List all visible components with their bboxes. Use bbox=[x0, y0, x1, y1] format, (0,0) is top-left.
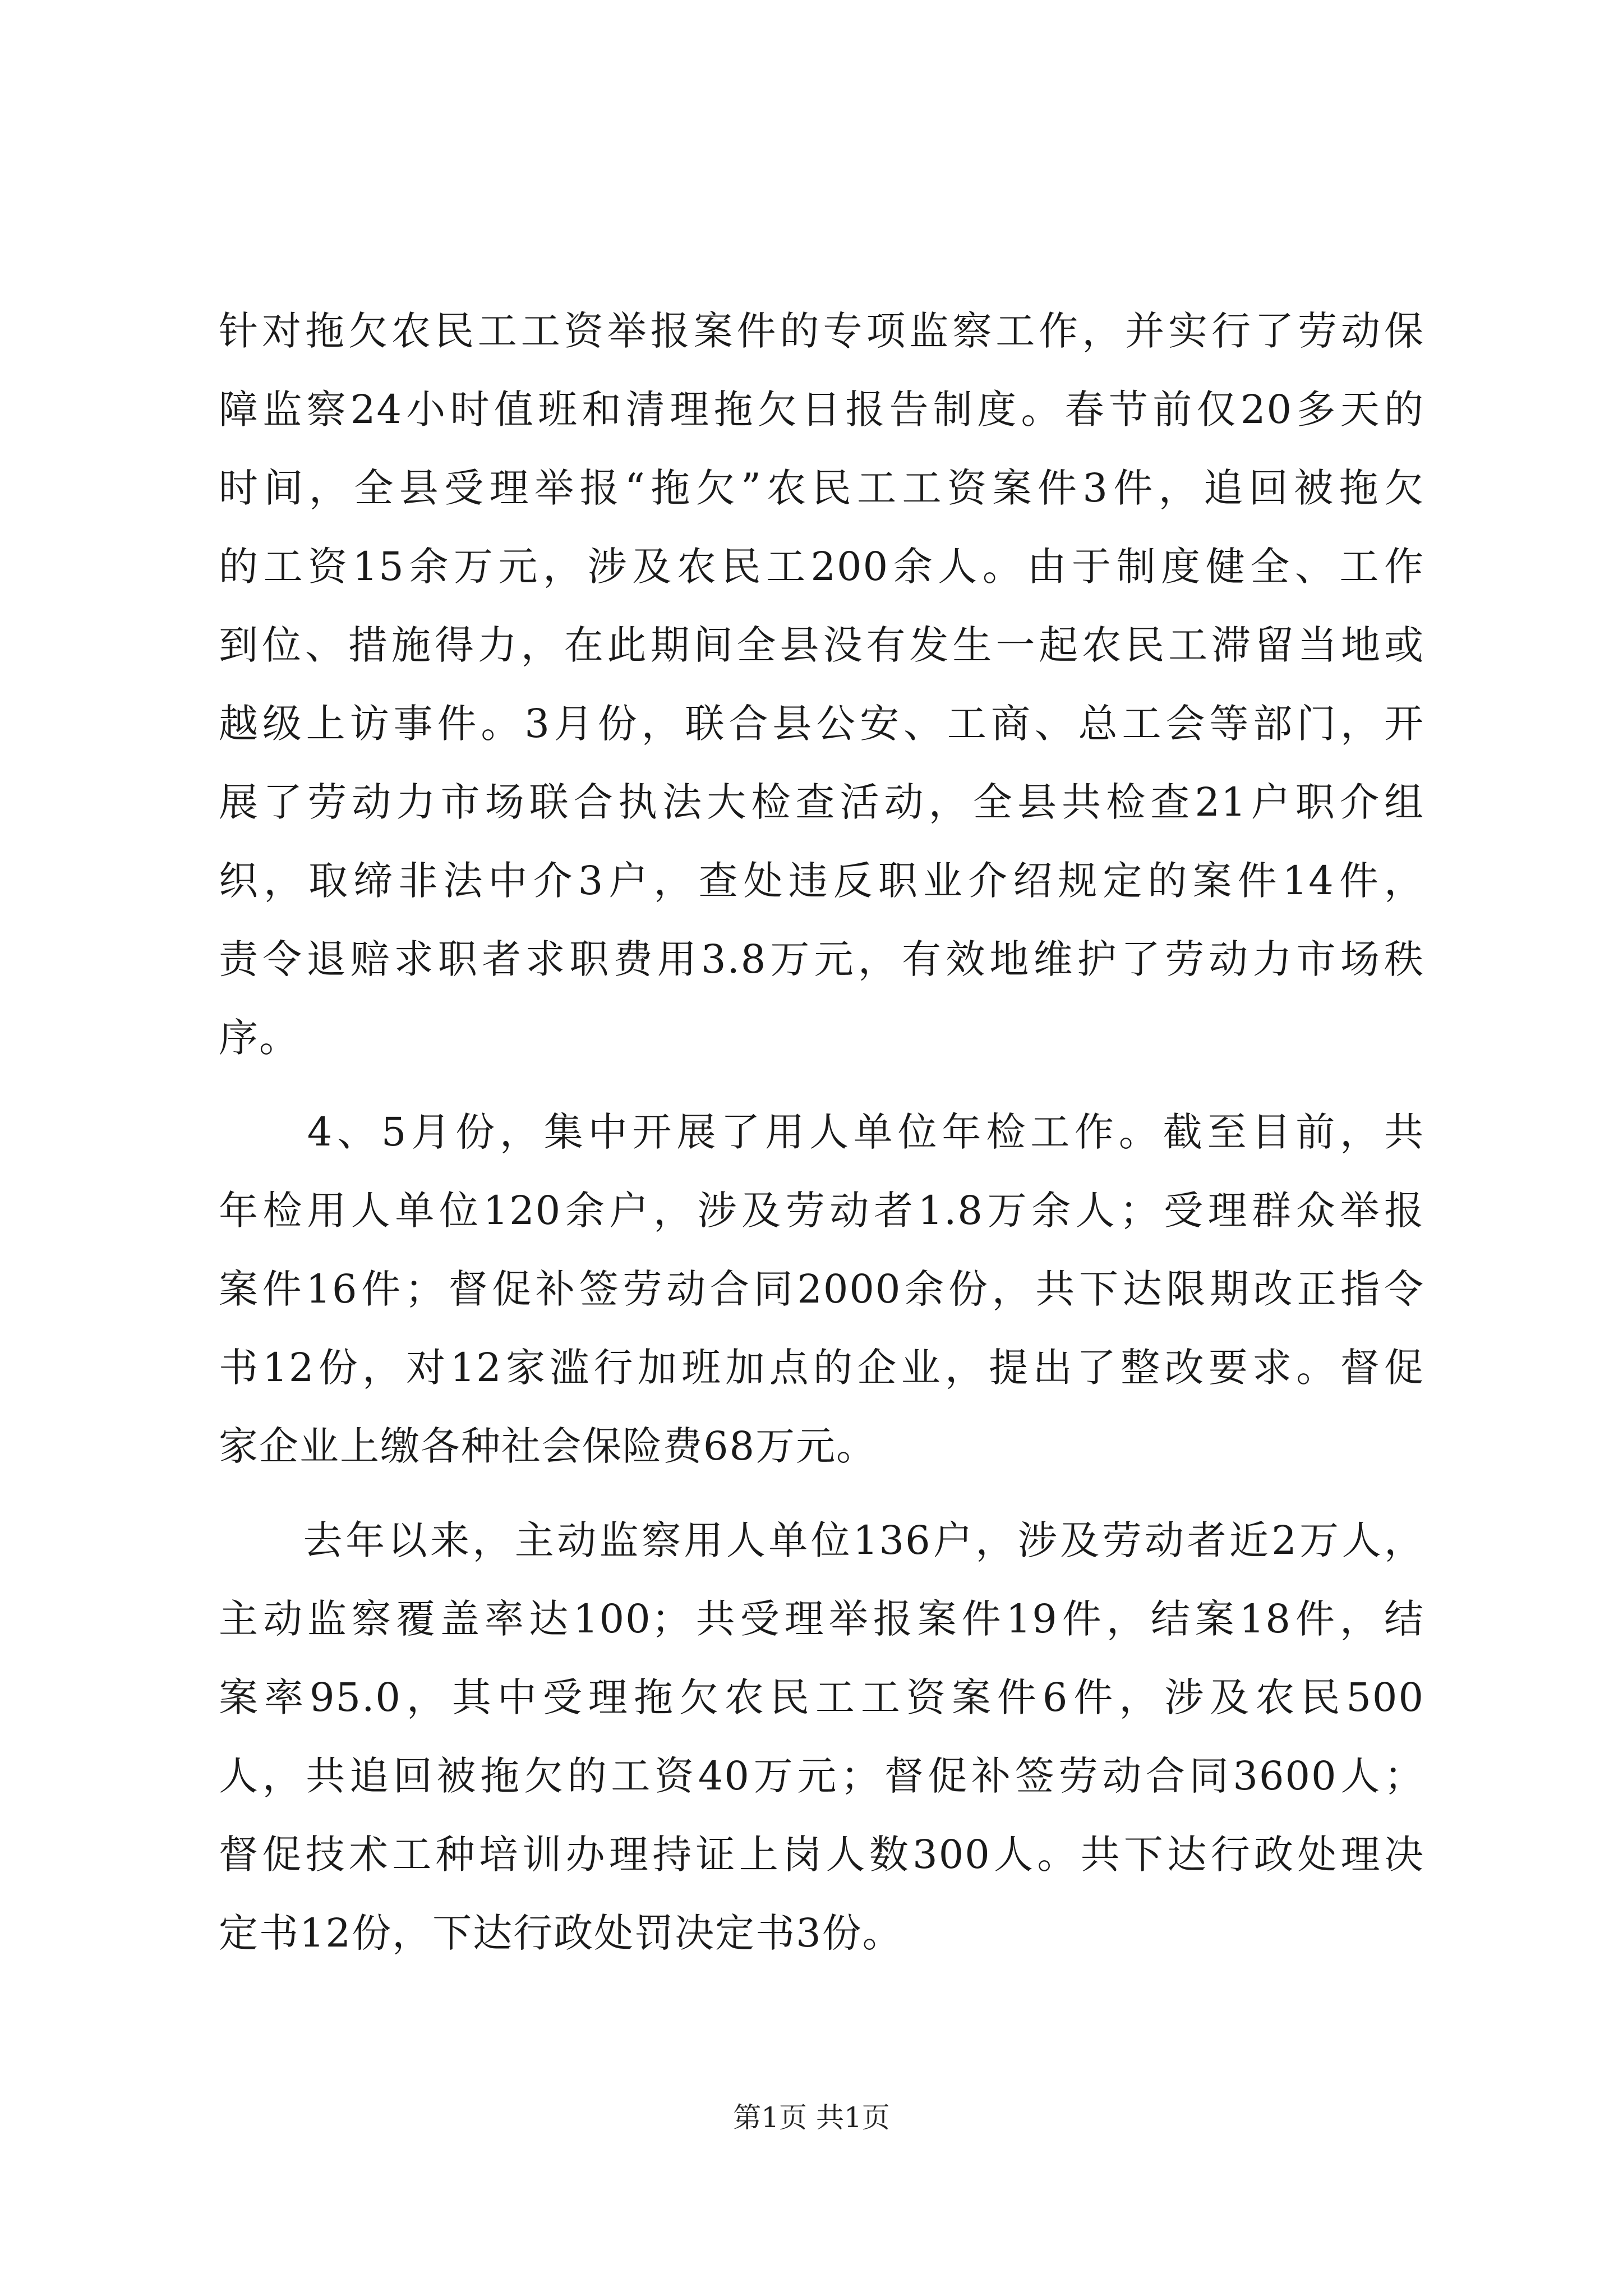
text-line: 的工资15余万元，涉及农民工200余人。由于制度健全、工作 bbox=[219, 544, 1424, 590]
text-line: 织，取缔非法中介3户，查处违反职业介绍规定的案件14件， bbox=[219, 858, 1424, 904]
page-footer bbox=[0, 2098, 1623, 2137]
text-line: 责令退赔求职者求职费用3.8万元，有效地维护了劳动力市场秩 bbox=[219, 936, 1424, 982]
text-line: 家企业上缴各种社会保险费68万元。 bbox=[219, 1423, 877, 1469]
paragraph-1 bbox=[219, 292, 1424, 1077]
text-line: 督促技术工种培训办理持证上岗人数300人。共下达行政处理决 bbox=[219, 1832, 1424, 1878]
text-line: 展了劳动力市场联合执法大检查活动，全县共检查21户职介组 bbox=[219, 779, 1424, 825]
page-number-label: 第1页 共1页 bbox=[733, 2101, 890, 2134]
text-line: 人，共追回被拖欠的工资40万元；督促补签劳动合同3600人； bbox=[219, 1753, 1424, 1799]
text-line: 时间，全县受理举报“拖欠”农民工工资案件3件，追回被拖欠 bbox=[219, 465, 1424, 511]
text-line: 定书12份，下达行政处罚决定书3份。 bbox=[219, 1910, 903, 1956]
text-line: 案率95.0，其中受理拖欠农民工工资案件6件，涉及农民500 bbox=[219, 1674, 1424, 1720]
text-line: 案件16件；督促补签劳动合同2000余份，共下达限期改正指令 bbox=[219, 1266, 1424, 1312]
paragraph-3 bbox=[219, 1501, 1424, 1972]
text-line: 序。 bbox=[219, 1015, 299, 1061]
text-line: 主动监察覆盖率达100；共受理举报案件19件，结案18件，结 bbox=[219, 1596, 1424, 1642]
text-line: 4、5月份，集中开展了用人单位年检工作。截至目前，共 bbox=[219, 1109, 1424, 1155]
text-line: 书12份，对12家滥行加班加点的企业，提出了整改要求。督促 bbox=[219, 1345, 1424, 1391]
text-line: 到位、措施得力，在此期间全县没有发生一起农民工滞留当地或 bbox=[219, 622, 1424, 668]
paragraph-2 bbox=[219, 1093, 1424, 1485]
text-line: 针对拖欠农民工工资举报案件的专项监察工作，并实行了劳动保 bbox=[219, 308, 1424, 354]
text-line: 越级上访事件。3月份，联合县公安、工商、总工会等部门，开 bbox=[219, 701, 1424, 747]
text-line: 障监察24小时值班和清理拖欠日报告制度。春节前仅20多天的 bbox=[219, 386, 1424, 432]
document-body bbox=[219, 292, 1424, 1972]
text-line: 去年以来，主动监察用人单位136户，涉及劳动者近2万人， bbox=[219, 1517, 1424, 1563]
text-line: 年检用人单位120余户，涉及劳动者1.8万余人；受理群众举报 bbox=[219, 1188, 1424, 1234]
